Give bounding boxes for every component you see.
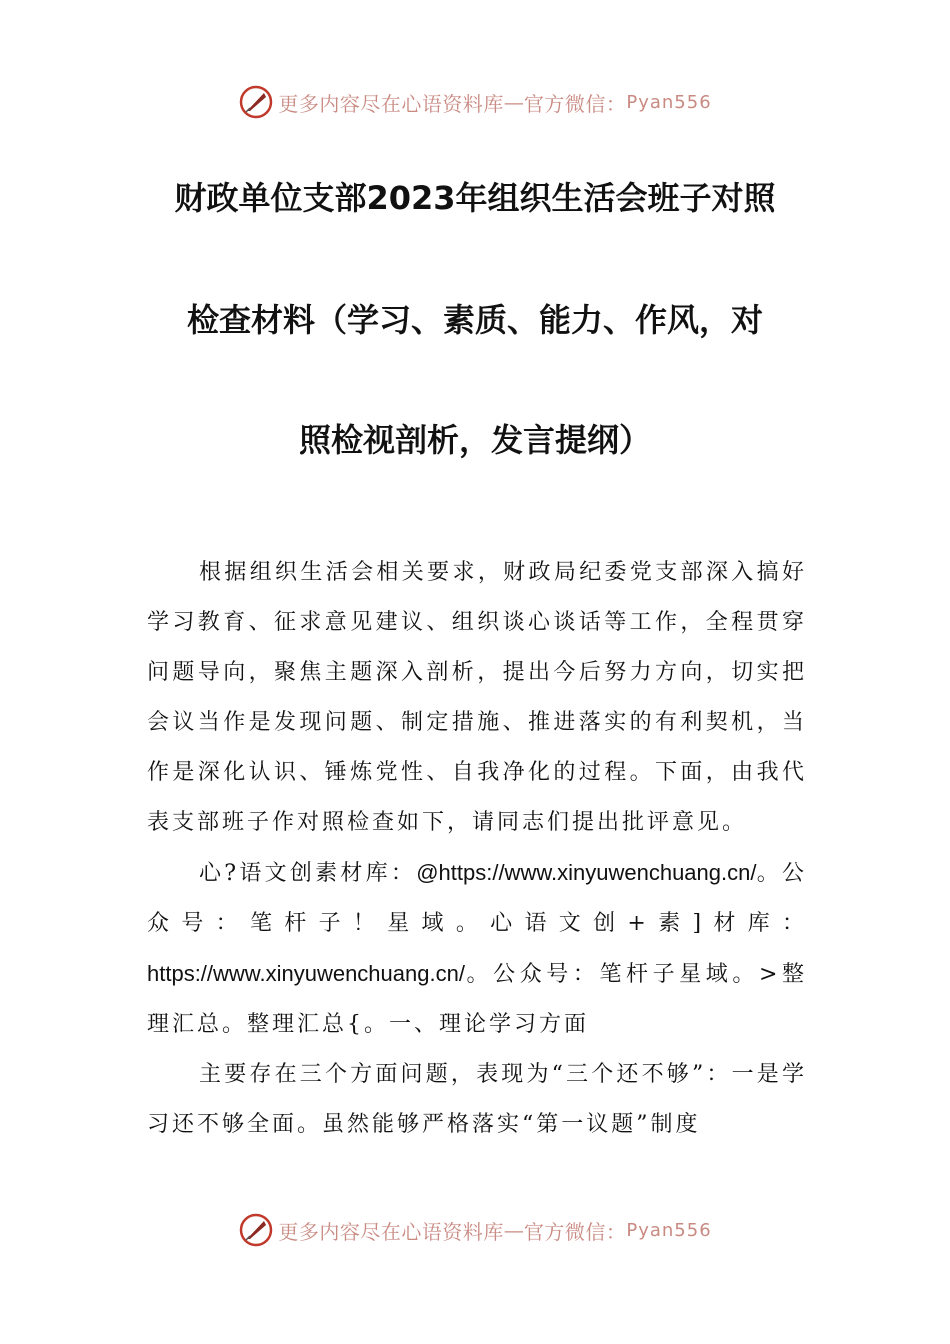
source-url-2: https://www.xinyuwenchuang.cn/ <box>147 961 465 986</box>
header-banner <box>0 82 950 122</box>
banner-wechat-handle: Pyan556 <box>626 91 712 113</box>
document-body <box>147 548 807 1150</box>
source-text-1: 心?语文创素材库： <box>199 861 417 886</box>
banner-brand-text: 更多内容尽在心语资料库 <box>278 1219 504 1244</box>
banner-separator: — <box>503 90 524 114</box>
banner-separator: — <box>503 1218 524 1242</box>
source-text-3: 。公众号：笔杆子星域。>整理汇总。整理汇总{。一、理论学习方面 <box>147 962 807 1037</box>
banner-wechat-handle: Pyan556 <box>626 1219 712 1241</box>
banner-brand-text: 更多内容尽在心语资料库 <box>278 91 504 116</box>
quill-logo-icon <box>238 84 274 120</box>
banner-wechat-label: 官方微信： <box>523 91 627 116</box>
document-title-line-2: 检查材料（学习、素质、能力、作风，对 <box>186 301 763 339</box>
banner-wechat-label: 官方微信： <box>523 1219 627 1244</box>
document-title-line-1: 财政单位支部2023年组织生活会班子对照 <box>174 179 776 217</box>
paragraph-intro: 根据组织生活会相关要求，财政局纪委党支部深入搞好学习教育、征求意见建议、组织谈心谈话等工作，全程贯穿问题导向，聚焦主题深入剖析，提出今后努力方向，切实把会议当作是发现问题、制定措施、推进落实的有利契机，当作是深化认识、锤炼党性、自我净化的过程。下面，由我代表支部班子作对照检查如下，请同志们提出批评意见。 <box>147 560 807 835</box>
source-url-1: @https://www.xinyuwenchuang.cn/ <box>416 860 757 885</box>
paragraph-theory-study: 主要存在三个方面问题，表现为“三个还不够”：一是学习还不够全面。虽然能够严格落实“第一议题”制度 <box>147 1062 807 1137</box>
document-title-line-3: 照检视剖析，发言提纲） <box>298 421 651 459</box>
paragraph-source-notice <box>147 848 807 1050</box>
source-text-2: 。公众号：笔杆子！星域。心语文创+素]材库： <box>147 861 807 936</box>
quill-logo-icon <box>238 1212 274 1248</box>
footer-banner <box>0 1210 950 1250</box>
